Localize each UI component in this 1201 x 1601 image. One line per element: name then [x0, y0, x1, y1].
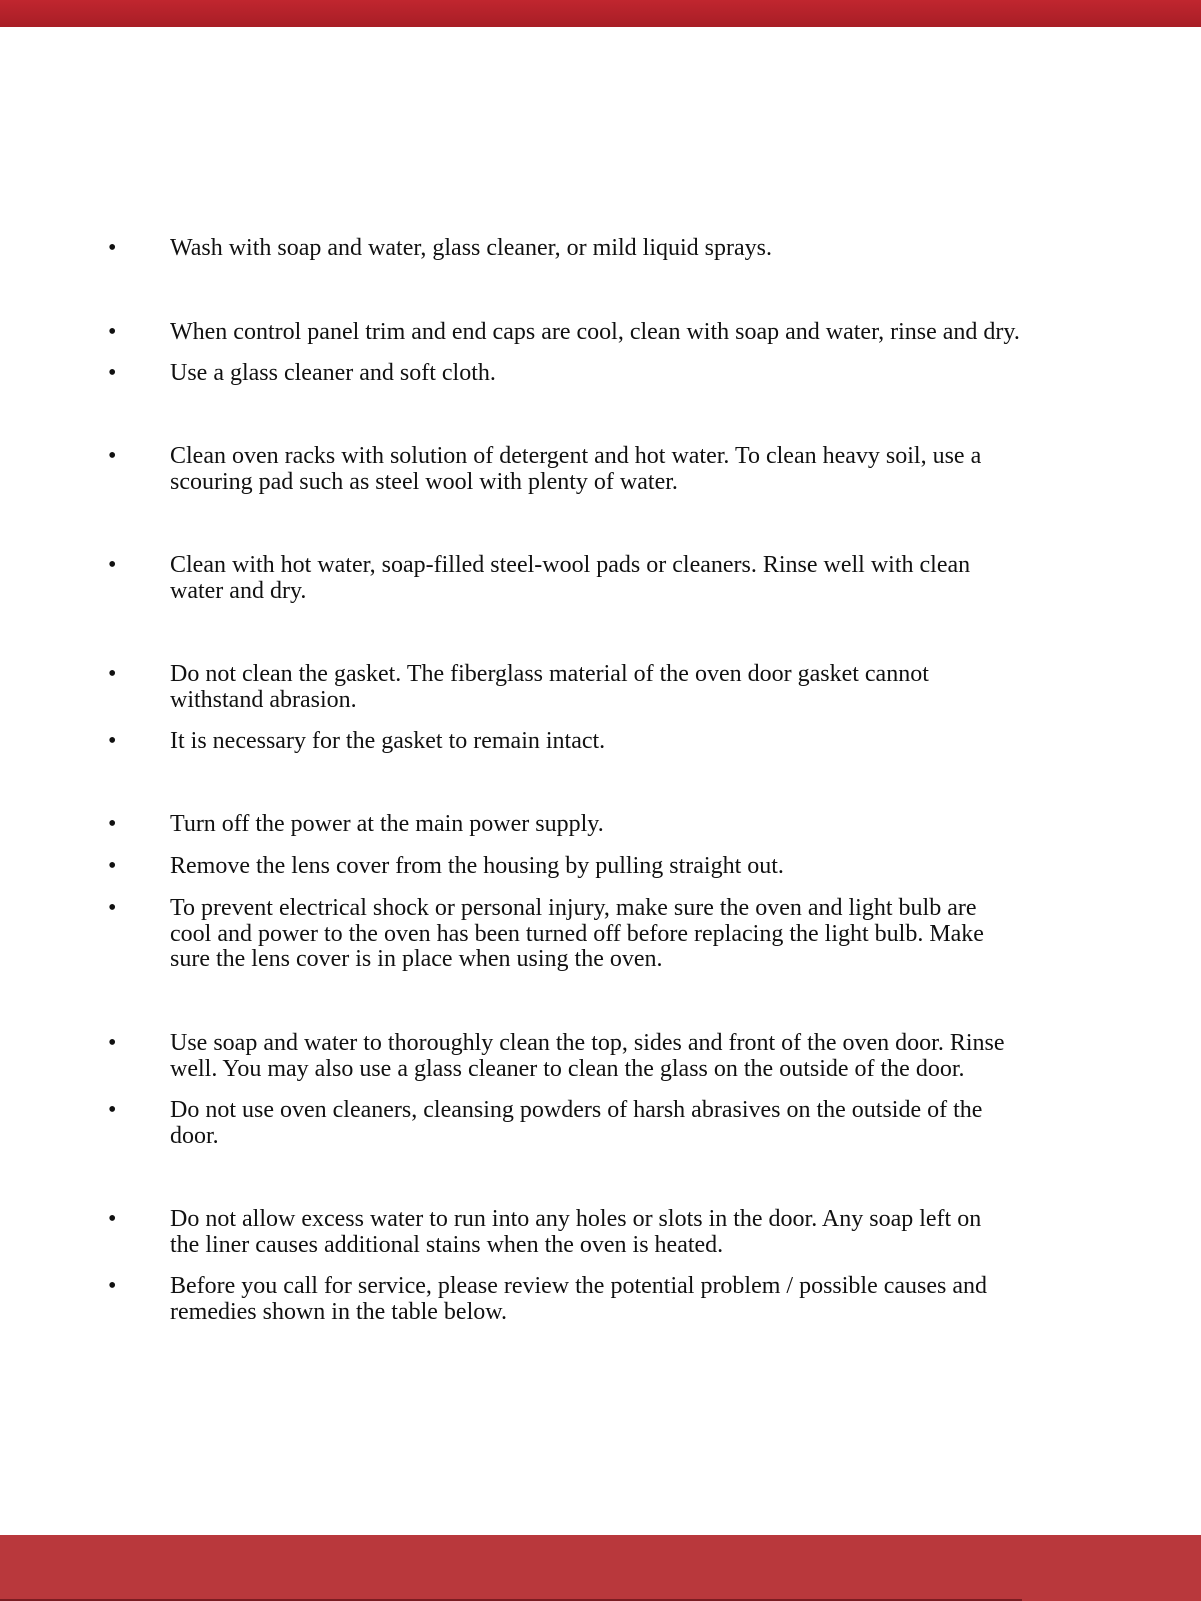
bullet-icon: • [108, 895, 117, 921]
list-item-text: To prevent electrical shock or personal injury, make sure the oven and light bulb are cool and power to the oven has been turned off before replacing the light bulb. Make sure the lens cover is in place when using the oven. [170, 895, 984, 972]
list-item-text: Clean with hot water, soap-filled steel-wool pads or cleaners. Rinse well with clean water and dry. [170, 552, 971, 604]
bullet-icon: • [108, 443, 117, 469]
list-item-text: Do not use oven cleaners, cleansing powders of harsh abrasives on the outside of the door. [170, 1097, 983, 1149]
footer-bar [0, 1535, 1201, 1601]
list-item-text: Remove the lens cover from the housing by pulling straight out. [170, 853, 784, 879]
list-item-text: When control panel trim and end caps are cool, clean with soap and water, rinse and dry. [170, 319, 1020, 345]
list-item-text: Clean oven racks with solution of detergent and hot water. To clean heavy soil, use a scouring pad such as steel wool with plenty of water. [170, 443, 982, 495]
bullet-icon: • [108, 552, 117, 578]
bullet-icon: • [108, 1206, 117, 1232]
bullet-icon: • [108, 235, 117, 261]
list-item-text: Use a glass cleaner and soft cloth. [170, 360, 496, 386]
bullet-icon: • [108, 1273, 117, 1299]
bullet-icon: • [108, 728, 117, 754]
bullet-icon: • [108, 853, 117, 879]
list-item-text: Wash with soap and water, glass cleaner, or mild liquid sprays. [170, 235, 773, 261]
header-bar [0, 0, 1201, 27]
bullet-icon: • [108, 1030, 117, 1056]
list-item-text: Do not allow excess water to run into any holes or slots in the door. Any soap left on the liner causes additional stains when the oven is heated. [170, 1206, 982, 1258]
list-item-text: Do not clean the gasket. The fiberglass material of the oven door gasket cannot withstand abrasion. [170, 661, 929, 713]
bullet-icon: • [108, 319, 117, 345]
bullet-icon: • [108, 360, 117, 386]
list-item-text: It is necessary for the gasket to remain intact. [170, 728, 606, 754]
list-item-text: Before you call for service, please review the potential problem / possible causes and remedies shown in the table below. [170, 1273, 988, 1325]
list-item-text: Turn off the power at the main power supply. [170, 811, 604, 837]
list-item-text: Use soap and water to thoroughly clean the top, sides and front of the oven door. Rinse well. You may also use a glass cleaner to clean the glass on the outside of the door. [170, 1030, 1005, 1082]
bullet-icon: • [108, 811, 117, 837]
bullet-icon: • [108, 661, 117, 687]
bullet-icon: • [108, 1097, 117, 1123]
